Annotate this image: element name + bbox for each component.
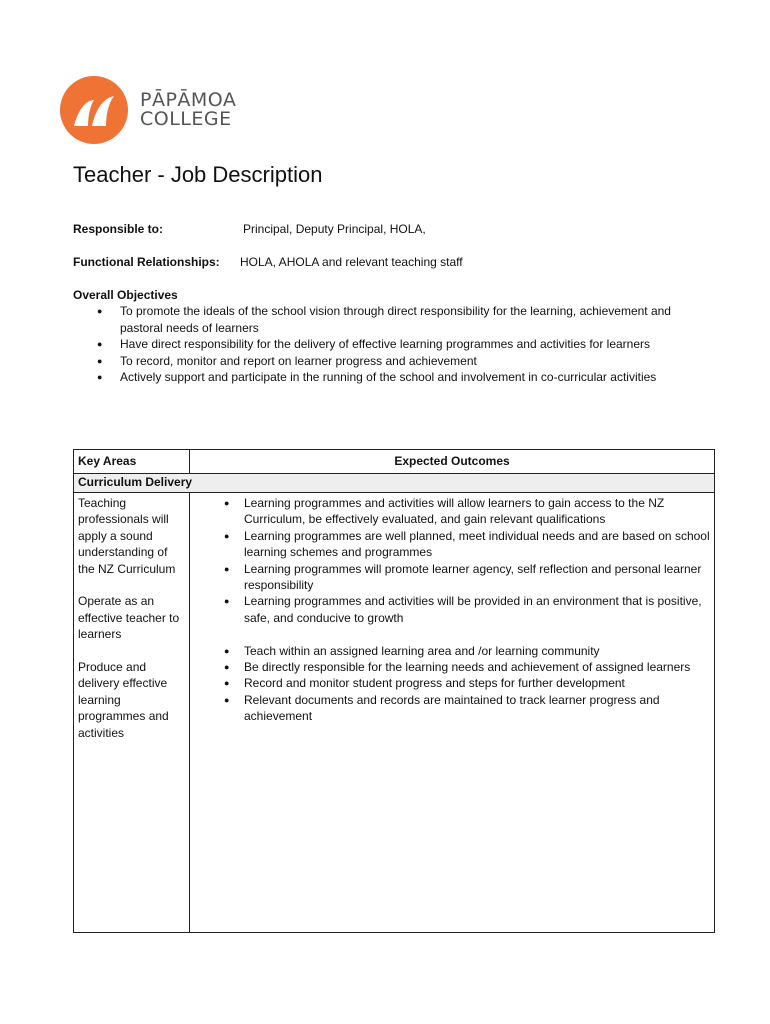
outcome-item: ● Teach within an assigned learning area and /or learning community: [194, 643, 710, 659]
logo-line-2: COLLEGE: [140, 108, 232, 130]
objectives-heading: Overall Objectives: [73, 288, 178, 302]
page-title: Teacher - Job Description: [73, 162, 323, 187]
outcome-item: ● Be directly responsible for the learning needs and achievement of assigned learners: [194, 659, 710, 675]
overall-objectives: [73, 287, 693, 385]
outcome-item: ● Learning programmes and activities will be provided in an environment that is positive, safe, and conducive to growth: [194, 593, 710, 626]
key-area-item: Teaching professionals will apply a sound understanding of the NZ Curriculum: [78, 496, 176, 576]
objective-item: ● Have direct responsibility for the delivery of effective learning programmes and activities for learners: [73, 336, 693, 352]
job-description-table: [73, 449, 715, 933]
section-title: Curriculum Delivery: [74, 474, 715, 493]
key-area-item: Produce and delivery effective learning programmes and activities: [78, 660, 169, 740]
expected-outcomes-header: Expected Outcomes: [190, 450, 715, 474]
key-area-item: Operate as an effective teacher to learners: [78, 594, 180, 642]
school-logo: [60, 76, 250, 144]
objective-item: ● Actively support and participate in the running of the school and involvement in co-curricular activities: [73, 369, 693, 385]
responsible-to-label: Responsible to:: [73, 222, 164, 236]
outcome-item: ● Learning programmes will promote learner agency, self reflection and personal learner responsibility: [194, 561, 710, 594]
outcomes-list-1: [194, 495, 710, 626]
outcomes-list-2: [194, 643, 710, 725]
outcome-item: ● Learning programmes are well planned, meet individual needs and are based on school learning schemes and programmes: [194, 528, 710, 561]
table-header-row: [74, 450, 715, 474]
section-row: [74, 474, 715, 493]
logo-wordmark: [140, 91, 236, 129]
key-areas-cell: [74, 493, 190, 933]
logo-line-1: PĀPĀMOA: [140, 89, 237, 111]
responsible-to-value: Principal, Deputy Principal, HOLA,: [243, 222, 426, 236]
logo-mark-icon: [60, 76, 128, 144]
spacer: [194, 626, 710, 642]
table-row: [74, 493, 715, 933]
objective-item: ● To record, monitor and report on learner progress and achievement: [73, 353, 693, 369]
objectives-list: [73, 303, 693, 385]
outcome-item: ● Relevant documents and records are maintained to track learner progress and achievement: [194, 692, 710, 725]
objective-item: ● To promote the ideals of the school vision through direct responsibility for the learning, achievement and pastoral needs of learners: [73, 303, 693, 336]
functional-relationships-value: HOLA, AHOLA and relevant teaching staff: [240, 255, 463, 269]
outcome-item: ● Record and monitor student progress and steps for further development: [194, 675, 710, 691]
outcome-item: ● Learning programmes and activities will allow learners to gain access to the NZ Curriculum, be effectively evaluated, and gain relevant qualifications: [194, 495, 710, 528]
expected-outcomes-cell: [190, 493, 715, 933]
key-areas-header: Key Areas: [74, 450, 190, 474]
functional-relationships-label: Functional Relationships:: [73, 255, 220, 269]
